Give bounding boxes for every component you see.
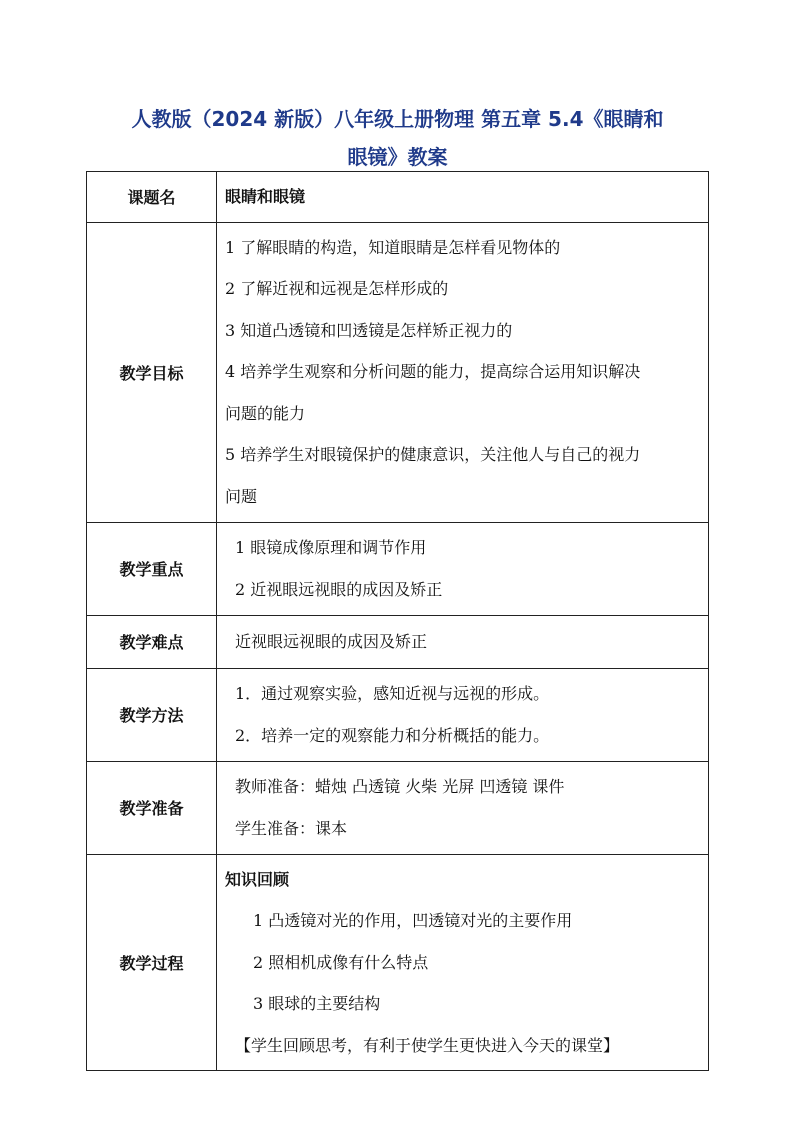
table-row-methods [87, 668, 709, 761]
key-point-item-2: 2 近视眼远视眼的成因及矫正 [235, 579, 443, 599]
difficulties-value: 近视眼远视眼的成因及矫正 [235, 631, 428, 651]
process-cell [217, 854, 709, 1071]
table-row-process [87, 854, 709, 1071]
table-row-goals [87, 222, 709, 522]
methods-cell [217, 668, 709, 761]
table-row-difficulties [87, 615, 709, 668]
preparation-label: 教学准备 [87, 761, 217, 854]
preparation-teacher: 教师准备：蜡烛 凸透镜 火柴 光屏 凹透镜 课件 [235, 777, 565, 796]
preparation-cell [217, 761, 709, 854]
document-title-line-2: 眼镜》教案 [347, 145, 448, 169]
key-point-item-1: 1 眼镜成像原理和调节作用 [235, 538, 427, 557]
goal-item-5: 5 培养学生对眼镜保护的健康意识，关注他人与自己的视力 [225, 445, 641, 465]
process-note: 【学生回顾思考，有利于使学生更快进入今天的课堂】 [235, 1035, 620, 1055]
methods-label: 教学方法 [87, 668, 217, 761]
goals-label: 教学目标 [87, 222, 217, 522]
document-title-line-1: 人教版（2024 新版）八年级上册物理 第五章 5.4《眼睛和 [131, 107, 664, 131]
goals-cell [217, 222, 709, 522]
key-points-cell [217, 522, 709, 615]
goal-item-4: 4 培养学生观察和分析问题的能力，提高综合运用知识解决 [225, 362, 641, 382]
table-row-key-points [87, 522, 709, 615]
table-row-preparation [87, 761, 709, 854]
process-heading: 知识回顾 [225, 869, 290, 889]
method-item-1: 1．通过观察实验，感知近视与远视的形成。 [235, 684, 550, 703]
preparation-student: 学生准备：课本 [235, 818, 348, 838]
topic-value: 眼睛和眼镜 [225, 187, 306, 206]
goal-item-4-continued: 问题的能力 [225, 403, 306, 423]
process-item-2: 2 照相机成像有什么特点 [253, 952, 429, 972]
goal-item-3: 3 知道凸透镜和凹透镜是怎样矫正视力的 [225, 320, 513, 340]
document-title [86, 100, 709, 176]
topic-label: 课题名 [87, 172, 217, 223]
process-label: 教学过程 [87, 854, 217, 1071]
key-points-label: 教学重点 [87, 522, 217, 615]
goal-item-1: 1 了解眼睛的构造，知道眼睛是怎样看见物体的 [225, 237, 561, 257]
goal-item-2: 2 了解近视和远视是怎样形成的 [225, 279, 449, 299]
table-row-topic [87, 172, 709, 223]
process-item-1: 1 凸透镜对光的作用，凹透镜对光的主要作用 [253, 911, 573, 930]
lesson-plan-table [86, 171, 709, 1071]
difficulties-cell [217, 615, 709, 668]
difficulties-label: 教学难点 [87, 615, 217, 668]
goal-item-5-continued: 问题 [225, 486, 258, 506]
process-item-3: 3 眼球的主要结构 [253, 994, 381, 1013]
topic-cell [217, 172, 709, 223]
method-item-2: 2．培养一定的观察能力和分析概括的能力。 [235, 725, 550, 745]
